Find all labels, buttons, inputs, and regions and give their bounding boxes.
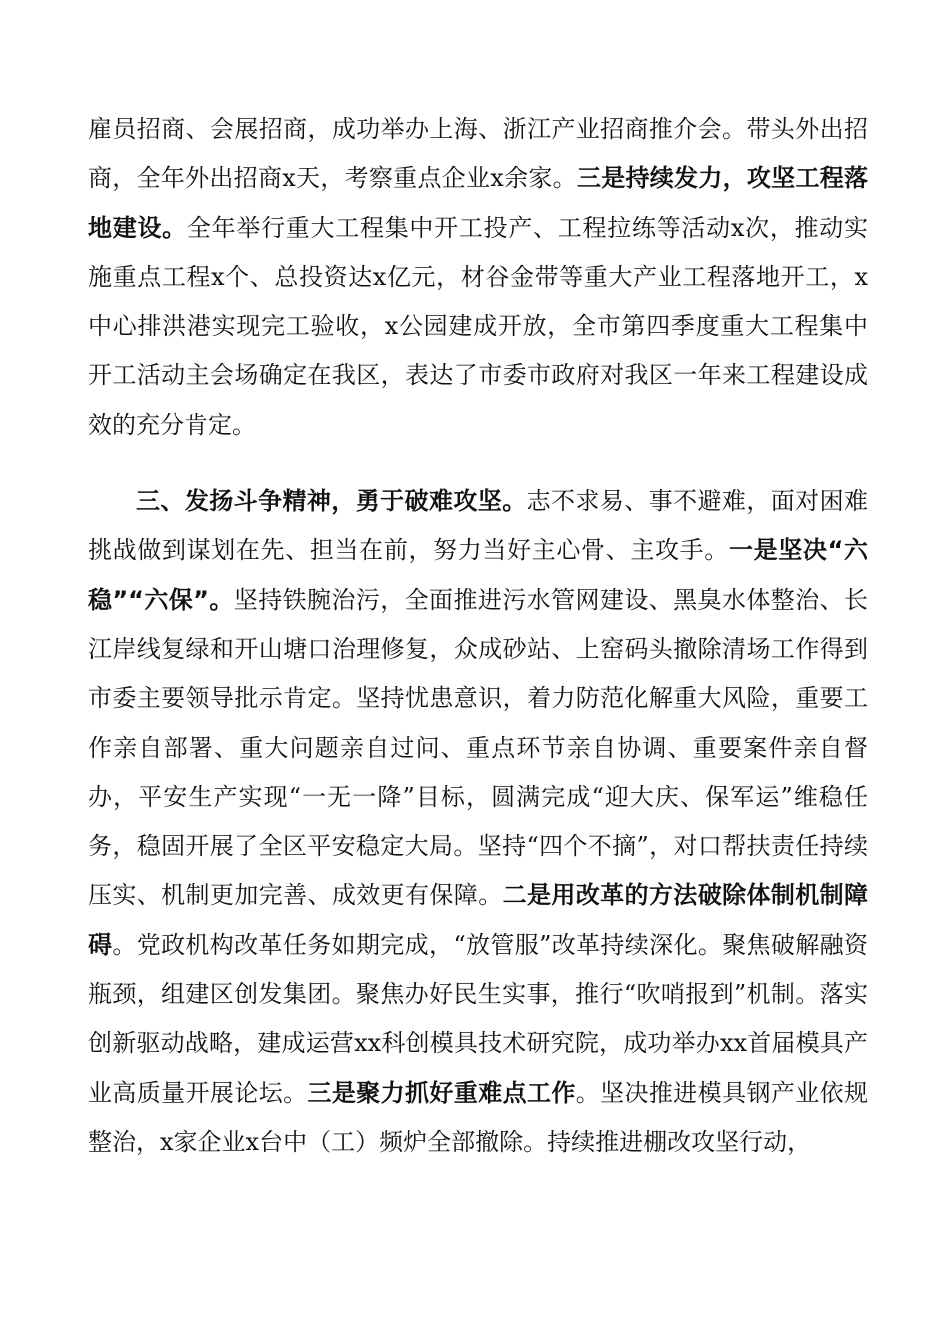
bold-heading-segment: 一是坚决“六稳”“六保”。 [88,536,869,614]
paragraph-investment-projects [88,105,868,450]
text-segment: 全年举行重大工程集中开工投产、工程拉练等活动x次，推动实施重点工程x个、总投资达x亿元，材谷金带等重大产业工程落地开工，x中心排洪港实现完工验收，x公园建成开放，全市第四季度重大工程集中开工活动主会场确定在我区，表达了市委市政府对我区一年来工程建设成效的充分肯定。 [88,213,868,439]
text-segment: 。党政机构改革任务如期完成，“放管服”改革持续深化。聚焦破解融资瓶颈，组建区创发集团。聚焦办好民生实事，推行“吹哨报到”机制。落实创新驱动战略，建成运营xx科创模具技术研究院，成功举办xx首届模具产业高质量开展论坛。 [88,930,868,1107]
text-segment: 志不求易、事不避难，面对困难挑战做到谋划在先、担当在前，努力当好主心骨、主攻手。 [88,487,869,565]
bold-heading-segment: 三是聚力抓好重难点工作 [307,1078,576,1107]
bold-heading-segment: 三是持续发力，攻坚工程落地建设。 [88,164,869,242]
text-segment: 雇员招商、会展招商，成功举办上海、浙江产业招商推介会。带头外出招商，全年外出招商x天，考察重点企业x余家。 [88,115,868,193]
bold-heading-segment: 二是用改革的方法破除体制机制障碍 [88,881,869,959]
document-page [88,105,868,1167]
text-segment: 。坚决推进模具钢产业依规整治，x家企业x台中（工）频炉全部撤除。持续推进棚改攻坚行动， [88,1078,869,1156]
section-heading: 三、发扬斗争精神，勇于破难攻坚。 [136,487,527,516]
paragraph-section-three [88,477,868,1167]
text-segment: 坚持铁腕治污，全面推进污水管网建设、黑臭水体整治、长江岸线复绿和开山塘口治理修复，众成砂站、上窑码头撤除清场工作得到市委主要领导批示肯定。坚持忧患意识，着力防范化解重大风险，重要工作亲自部署、重大问题亲自过问、重点环节亲自协调、重要案件亲自督办，平安生产实现“一无一降”目标，圆满完成“迎大庆、保军运”维稳任务，稳固开展了全区平安稳定大局。坚持“四个不摘”，对口帮扶责任持续压实、机制更加完善、成效更有保障。 [88,585,868,910]
